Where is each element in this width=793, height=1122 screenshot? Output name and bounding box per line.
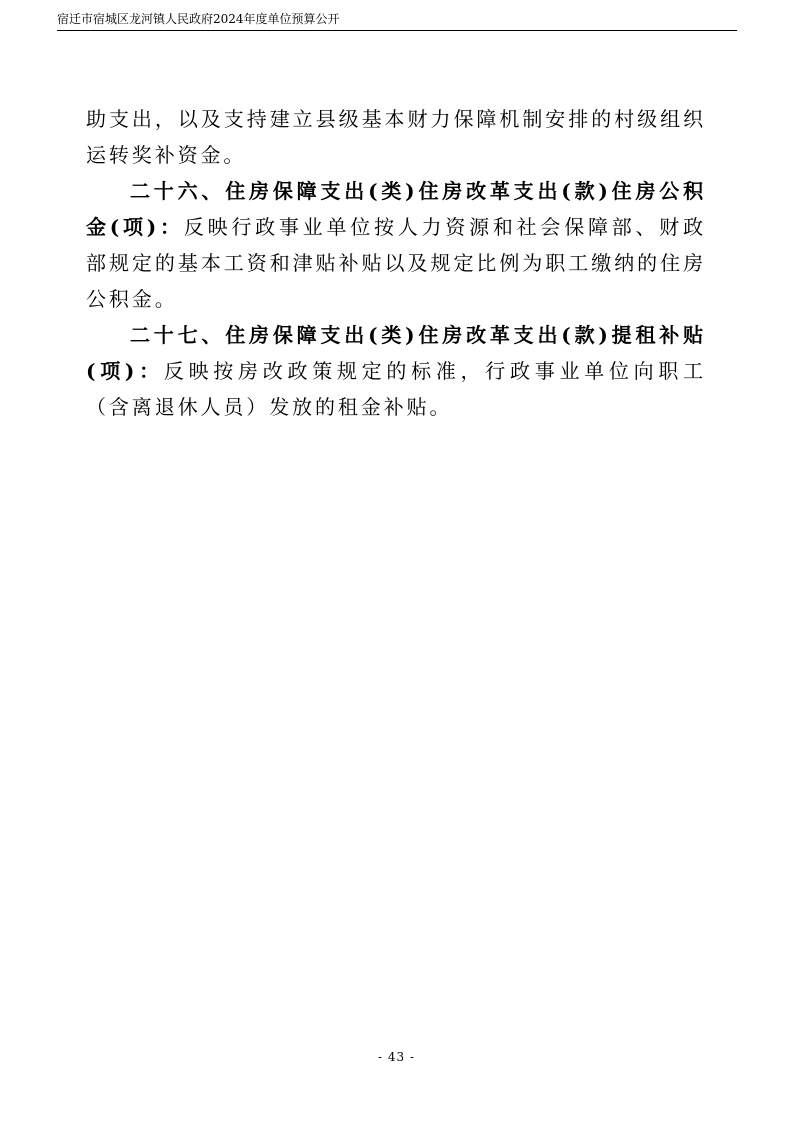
page-number: - 43 - [377,1050,415,1064]
document-body [86,101,706,425]
item-heading-housing-fund: 二十六、住房保障支出(类)住房改革支出(款)住房公积金(项)： [86,179,706,239]
page-header [57,10,737,31]
paragraph-rent-subsidy [86,317,706,425]
header-title: 宿迁市宿城区龙河镇人民政府2024年度单位预算公开 [57,12,340,26]
paragraph-housing-fund [86,173,706,317]
item-description-rent-subsidy: 反映按房改政策规定的标准，行政事业单位向职工（含离退休人员）发放的租金补贴。 [86,359,706,419]
item-description-housing-fund: 反映行政事业单位按人力资源和社会保障部、财政部规定的基本工资和津贴补贴以及规定比例为职工缴纳的住房公积金。 [86,215,706,311]
paragraph-continued: 助支出，以及支持建立县级基本财力保障机制安排的村级组织运转奖补资金。 [86,107,706,167]
item-heading-rent-subsidy: 二十七、住房保障支出(类)住房改革支出(款)提租补贴(项)： [86,323,706,383]
